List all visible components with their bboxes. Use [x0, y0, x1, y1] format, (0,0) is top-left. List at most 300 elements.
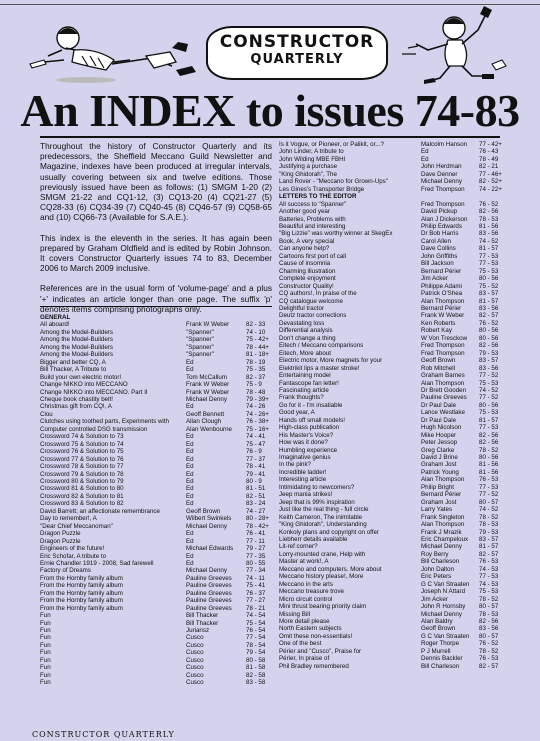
index-entry	[40, 456, 272, 463]
entry-author: Geoff Brown	[421, 357, 456, 365]
entry-title: High-class publication	[279, 424, 340, 432]
entry-reference: 83 - 57	[479, 357, 499, 365]
entry-title: Fun	[40, 649, 51, 657]
entry-author: Cusco	[186, 641, 204, 649]
index-column-general	[40, 314, 272, 687]
entry-author: Frank W Weber	[186, 388, 230, 396]
index-entry	[279, 573, 507, 580]
entry-author: Pauline Greeves	[186, 574, 232, 582]
entry-title: More detail please	[279, 618, 330, 625]
index-entry	[279, 171, 507, 178]
index-entry	[279, 469, 507, 476]
index-entry	[279, 663, 507, 670]
entry-author: Cusco	[186, 634, 204, 642]
entry-reference: 78 - 52	[479, 647, 499, 655]
entry-title: Hands off small models!	[279, 416, 345, 424]
entry-title: From the Hornby family album	[40, 582, 123, 590]
entry-title: Fun	[40, 619, 51, 627]
entry-author: John Griffiths	[421, 252, 458, 260]
entry-author: Frank W Weber	[186, 321, 230, 329]
entry-reference: 75 - 54	[246, 619, 266, 627]
index-entry	[40, 657, 272, 664]
entry-title: Dragon Puzzle	[40, 530, 81, 538]
index-entry	[40, 471, 272, 478]
entry-author: David J Brine	[421, 454, 458, 462]
entry-author: Allan Clough	[186, 418, 222, 426]
entry-reference: 77 - 53	[479, 260, 499, 268]
entry-author: Michael Denny	[421, 178, 462, 186]
entry-title: Eitech, More about	[279, 349, 331, 357]
index-entry	[40, 679, 272, 686]
index-entry	[40, 441, 272, 448]
entry-reference: 80 - 9	[246, 477, 262, 485]
index-entry	[40, 575, 272, 582]
entry-title: Crossword 80 & Solution to 79	[40, 477, 124, 485]
entry-reference: 82 - 57	[479, 312, 499, 320]
entry-author: Ed	[186, 448, 194, 456]
entry-title: Périer, In praise of	[279, 655, 330, 663]
entry-reference: 80 - 28+	[246, 515, 269, 523]
entry-author: Larry Yates	[421, 506, 453, 514]
entry-title: Omit these non-essentials!	[279, 632, 353, 640]
entry-title: Fun	[40, 627, 51, 635]
intro-paragraph: References are in the usual form of 'volume-page' and a plus '+' indicates an article longer than one page. The suffix 'p' denotes items comprising photographs only.	[40, 283, 272, 314]
entry-title: Fun	[40, 612, 51, 620]
entry-reference: 81 - 51	[246, 485, 266, 493]
entry-title: John Linder, A tribute to	[279, 148, 344, 156]
entry-author: Geoff Brown	[186, 507, 221, 515]
entry-author: Bernard Périer	[421, 491, 462, 499]
index-entry	[279, 298, 507, 305]
index-entry	[40, 389, 272, 396]
entry-reference: 78 - 52	[479, 446, 499, 454]
entry-title: Beautiful and interesting	[279, 222, 346, 230]
entry-reference: 81 - 56	[479, 222, 499, 230]
entry-author: Fred Thompson	[421, 185, 465, 193]
entry-reference: 79 - 53	[479, 528, 499, 536]
logo-line-1: CONSTRUCTOR	[219, 32, 375, 52]
index-entry	[40, 627, 272, 634]
entry-reference: 78 - 53	[479, 521, 499, 529]
entry-author: Michael Denny	[186, 522, 227, 530]
index-entry	[279, 245, 507, 252]
entry-reference: 78 - 54	[246, 641, 266, 649]
index-entry	[279, 566, 507, 573]
entry-title: Deutz tractor corrections	[279, 312, 347, 320]
entry-author: Ed	[186, 537, 194, 545]
entry-reference: 80 - 56	[479, 334, 499, 342]
entry-author: John R Hornsby	[421, 603, 466, 611]
entry-title: From the Hornby family album	[40, 574, 123, 582]
entry-author: Philippe Adami	[421, 282, 462, 290]
entry-title: Bigger and better CQ, A	[40, 358, 106, 366]
entry-title: Don't change a thing	[279, 334, 336, 342]
entry-title: Computer controlled DSG transmission	[40, 425, 148, 433]
section-heading-general: GENERAL	[40, 314, 71, 321]
index-entry	[279, 514, 507, 521]
index-entry	[40, 493, 272, 500]
entry-author: Fred Thompson	[421, 342, 465, 350]
entry-reference: 74 - 27	[246, 507, 266, 515]
entry-reference: 76 - 52	[479, 319, 499, 327]
entry-reference: 81 - 56	[479, 461, 499, 469]
entry-title: Crossword 81 & Solution to 80	[40, 485, 124, 493]
index-entry	[279, 268, 507, 275]
entry-reference: 75 - 53	[479, 409, 499, 417]
index-entry	[279, 491, 507, 498]
entry-reference: 75 - 53	[479, 379, 499, 387]
index-entry	[40, 649, 272, 656]
entry-title: Liebherr details available	[279, 536, 348, 544]
entry-author: Frank W Weber	[186, 381, 230, 389]
intro-rule	[40, 306, 272, 307]
index-entry	[40, 433, 272, 440]
entry-author: Ed	[186, 463, 194, 471]
index-entry	[279, 335, 507, 342]
entry-author: Ed	[186, 485, 194, 493]
entry-author: Ed	[186, 358, 194, 366]
index-entry	[279, 327, 507, 334]
index-entry	[279, 596, 507, 603]
index-entry	[40, 485, 272, 492]
entry-author: Cusco	[186, 656, 204, 664]
entry-reference: 81 - 18+	[246, 351, 269, 359]
entry-author: Dennis Backler	[421, 655, 463, 663]
entry-author: Carol Allen	[421, 237, 451, 245]
entry-reference: 75 - 16+	[246, 425, 269, 433]
index-entry	[279, 529, 507, 536]
entry-reference: 77 - 52	[479, 394, 499, 402]
entry-author: W Von Tresckow	[421, 334, 468, 342]
index-entry	[40, 590, 272, 597]
index-entry	[279, 201, 507, 208]
entry-reference: 80 - 57	[479, 603, 499, 611]
entry-author: Ed	[186, 440, 194, 448]
index-entry	[40, 448, 272, 455]
entry-author: Jim Acker	[421, 595, 448, 603]
entry-reference: 79 - 54	[246, 649, 266, 657]
entry-title: Electric motor, More magnets for your	[279, 357, 383, 365]
index-entry	[40, 329, 272, 336]
entry-reference: 78 - 48	[246, 388, 266, 396]
entry-author: "Spanner"	[186, 343, 214, 351]
entry-author: Alan Baldry	[421, 618, 453, 625]
entry-title: Another good year	[279, 208, 330, 216]
entry-reference: 74 - 53	[479, 580, 499, 588]
entry-title: Bill Thacker, A Tribute to	[40, 366, 107, 374]
entry-author: G C Van Straaten	[421, 632, 470, 640]
entry-author: Eric Champeloux	[421, 536, 469, 544]
entry-author: Peter Jessop	[421, 439, 458, 447]
entry-title: "Big Lizzie" was worthy winner at SkegEx	[279, 230, 393, 238]
entry-title: Devastating loss	[279, 319, 325, 327]
entry-author: Ed	[186, 552, 194, 560]
entry-title: Dragon Puzzle	[40, 537, 81, 545]
entry-author: Geoff Bennett	[186, 410, 225, 418]
entry-title: Jeep mania strikes!	[279, 491, 333, 499]
index-entry	[279, 461, 507, 468]
entry-author: David Pickup	[421, 208, 458, 216]
entry-title: Among the Model-Builders	[40, 343, 113, 351]
entry-title: Intimidating to newcomers?	[279, 483, 355, 491]
entry-reference: 76 - 9	[246, 448, 262, 456]
entry-author: Malcolm Hanson	[421, 141, 468, 148]
entry-reference: 81 - 57	[479, 543, 499, 551]
entry-title: Eitech / Meccano comparisons	[279, 342, 364, 350]
index-entry	[279, 640, 507, 647]
entry-title: Land Rover - "Meccano for Grown-Ups"	[279, 178, 388, 186]
entry-title: Is it Vogue, or Pioneer, or Palikit, or...?	[279, 141, 384, 148]
entry-title: Cheque book chastity belt!	[40, 395, 113, 403]
entry-reference: 76 - 43	[479, 148, 499, 156]
index-entry	[279, 275, 507, 282]
index-entry	[279, 506, 507, 513]
entry-title: Fun	[40, 656, 51, 664]
entry-author: Pauline Greeves	[186, 597, 232, 605]
entry-title: Fun	[40, 679, 51, 687]
entry-title: "King Ghidorah", The	[279, 170, 337, 178]
entry-author: Cusco	[186, 679, 204, 687]
entry-reference: 77 - 11	[246, 537, 265, 545]
entry-title: Eric Schofar, A tribute to	[40, 552, 107, 560]
entry-title: Among the Model-Builders	[40, 328, 113, 336]
entry-title: Missing Bill	[279, 610, 310, 618]
index-entry	[40, 530, 272, 537]
entry-title: Incredible ladder!	[279, 468, 327, 476]
entry-title: Micro circuit control	[279, 595, 333, 603]
entry-author: Ed	[186, 455, 194, 463]
entry-author: Ken Roberts	[421, 319, 456, 327]
entry-title: Crossword 82 & Solution to 81	[40, 492, 124, 500]
entry-reference: 78 - 41	[246, 463, 266, 471]
entry-title: Crossword 75 & Solution to 74	[40, 440, 124, 448]
index-entry	[40, 560, 272, 567]
entry-reference: 76 - 53	[479, 655, 499, 663]
index-entry	[40, 515, 272, 522]
entry-reference: 76 - 52	[479, 640, 499, 648]
boy-running-illustration	[388, 4, 514, 86]
entry-title: All aboard!	[40, 321, 70, 329]
entry-reference: 76 - 54	[246, 627, 266, 635]
entry-reference: 83 - 56	[479, 304, 499, 312]
entry-title: Meccano in the arts	[279, 580, 333, 588]
index-entry	[40, 508, 272, 515]
entry-title: Crossword 76 & Solution to 75	[40, 448, 124, 456]
entry-author: Bill Charleson	[421, 558, 460, 566]
entry-reference: 83 - 58	[246, 679, 266, 687]
entry-author: Frank W Weber	[421, 312, 465, 320]
entry-author: Mike Hooper	[421, 431, 457, 439]
entry-reference: 75 - 41	[246, 582, 266, 590]
entry-author: Patrick Young	[421, 468, 459, 476]
index-entry	[279, 588, 507, 595]
entry-reference: 78 - 53	[479, 215, 499, 223]
entry-reference: 75 - 42+	[246, 336, 269, 344]
entry-author: Greg Clarke	[421, 446, 455, 454]
entry-title: David Barrett; an affectionate remembrance	[40, 507, 160, 515]
entry-reference: 76 - 37	[246, 589, 266, 597]
entry-title: Ernie Chandler 1919 - 2008, Sad farewell	[40, 559, 154, 567]
entry-author: Dr Paul Dale	[421, 416, 457, 424]
entry-title: Day to remember!, A	[40, 515, 97, 523]
entry-title: Crossword 77 & Solution to 76	[40, 455, 124, 463]
index-entry	[40, 411, 272, 418]
index-entry	[279, 208, 507, 215]
index-entry	[40, 553, 272, 560]
entry-title: Book, A very special	[279, 237, 335, 245]
index-entry	[40, 351, 272, 358]
index-entry	[279, 350, 507, 357]
entry-title: Build your own electric motor!	[40, 373, 122, 381]
entry-author: John Herdman	[421, 163, 462, 171]
entry-author: Cusco	[186, 649, 204, 657]
index-entry	[40, 582, 272, 589]
entry-title: Constructor Quality!	[279, 282, 334, 290]
entry-title: Périer and "Cusco", Praise for	[279, 647, 362, 655]
entry-reference: 78 - 21	[246, 604, 266, 612]
entry-reference: 76 - 53	[479, 558, 499, 566]
entry-author: Graham Jost	[421, 461, 457, 469]
entry-reference: 83 - 24	[246, 500, 266, 508]
entry-title: Elektrikit lips a master stroke!	[279, 364, 360, 372]
entry-title: Frank thoughts?	[279, 394, 324, 402]
entry-title: Meccano and computers. More about	[279, 565, 382, 573]
index-entry	[279, 424, 507, 431]
entry-reference: 82 - 57	[479, 662, 499, 670]
entry-reference: 82 - 56	[479, 618, 499, 625]
index-entry	[279, 625, 507, 632]
index-entry	[279, 447, 507, 454]
entry-author: Ed	[421, 148, 429, 156]
index-entry	[279, 484, 507, 491]
index-entry	[279, 342, 507, 349]
entry-author: Alan Thompson	[421, 379, 465, 387]
entry-author: Alan Thompson	[421, 297, 465, 305]
entry-author: Dr Paul Dale	[421, 401, 457, 409]
entry-author: Juriansz	[186, 627, 210, 635]
entry-reference: 76 - 41	[246, 530, 266, 538]
index-entry	[40, 567, 272, 574]
entry-title: From the Hornby family album	[40, 597, 123, 605]
entry-title: Factory of Dreams	[40, 567, 91, 575]
entry-author: Ed	[186, 500, 194, 508]
entry-title: Delightful tractor	[279, 304, 325, 312]
index-entry	[279, 581, 507, 588]
index-entry	[40, 664, 272, 671]
entry-author: Ed	[186, 477, 194, 485]
entry-reference: 82 - 56	[479, 342, 499, 350]
entry-title: Lorry-mounted crane, Help with	[279, 550, 366, 558]
entry-author: Patrick O'Shea	[421, 290, 463, 298]
entry-title: Fascinating article	[279, 386, 329, 394]
entry-reference: 82 - 56	[479, 208, 499, 216]
index-entry	[279, 156, 507, 163]
entry-reference: 74 - 11	[246, 574, 265, 582]
entry-title: Humbling experience	[279, 446, 338, 454]
index-entry	[40, 336, 272, 343]
entry-author: Bill Thacker	[186, 619, 219, 627]
entry-reference: 77 - 53	[479, 424, 499, 432]
entry-author: Philip Edwards	[421, 222, 462, 230]
index-entry	[279, 648, 507, 655]
index-entry	[279, 178, 507, 185]
entry-reference: 77 - 42+	[479, 141, 502, 148]
index-entry	[279, 394, 507, 401]
entry-title: Meccano treasure trove	[279, 588, 344, 596]
entry-reference: 82 - 58	[246, 671, 266, 679]
entry-title: Fantascope fan letter!	[279, 379, 339, 387]
index-entry	[40, 396, 272, 403]
intro-paragraph: This index is the eleventh in the series. It has again been prepared by Graham Oldfield and is edited by Robin Johnson. It covers Constructor Quarterly issues 74 to 83, December 2006 to March 2009 inclusive.	[40, 232, 272, 274]
entry-reference: 78 - 19	[246, 358, 266, 366]
entry-reference: 82 - 52+	[479, 178, 502, 186]
entry-reference: 76 - 53	[479, 476, 499, 484]
entry-author: Alan Thompson	[421, 476, 465, 484]
entry-author: Ed	[186, 470, 194, 478]
entry-author: Ed	[186, 403, 194, 411]
index-entry	[40, 321, 272, 328]
entry-author: Ed	[186, 433, 194, 441]
entry-title: Phil Bradley remembered	[279, 662, 349, 670]
entry-title: Change NIKKO into MECCANO	[40, 381, 128, 389]
entry-reference: 77 - 53	[479, 483, 499, 491]
entry-title: Batteries, Problems with	[279, 215, 346, 223]
entry-author: Alan Thompson	[421, 521, 465, 529]
entry-title: Complete enjoyment	[279, 275, 336, 283]
entry-reference: 77 - 52	[479, 491, 499, 499]
entry-author: Dr Bob Harris	[421, 230, 459, 238]
entry-title: Master at work!, A	[279, 558, 329, 566]
index-entry	[279, 521, 507, 528]
entry-title: From the Hornby family album	[40, 604, 123, 612]
index-entry	[279, 454, 507, 461]
index-entry	[279, 611, 507, 618]
entry-reference: 79 - 39+	[246, 395, 269, 403]
entry-title: Cartoons first port of call	[279, 252, 347, 260]
entry-reference: 82 - 33	[246, 321, 266, 329]
logo-badge	[206, 26, 388, 80]
entry-title: From the Hornby family album	[40, 589, 123, 597]
index-entry	[279, 551, 507, 558]
index-entry	[40, 620, 272, 627]
entry-title: John Wilding MBE FBHI	[279, 155, 346, 163]
entry-reference: 75 - 47	[246, 440, 266, 448]
index-entry	[279, 253, 507, 260]
entry-reference: 77 - 34	[246, 567, 266, 575]
index-entry	[40, 463, 272, 470]
entry-author: Michael Edwards	[186, 545, 234, 553]
entry-author: "Spanner"	[186, 351, 214, 359]
entry-reference: 78 - 44+	[246, 343, 269, 351]
index-entry	[279, 476, 507, 483]
entry-author: "Spanner"	[186, 328, 214, 336]
entry-author: Pauline Greeves	[186, 589, 232, 597]
entry-reference: 78 - 52	[479, 513, 499, 521]
entry-author: Dr Brett Gooden	[421, 386, 467, 394]
entry-reference: 82 - 56	[479, 431, 499, 439]
entry-reference: 78 - 52	[479, 595, 499, 603]
entry-title: Crossword 79 & Solution to 78	[40, 470, 124, 478]
entry-author: Roger Thorpe	[421, 640, 460, 648]
entry-title: Go for it - I'm insatiable	[279, 401, 343, 409]
index-entry	[40, 418, 272, 425]
entry-author: Fred Thompson	[421, 349, 465, 357]
index-entry	[279, 163, 507, 170]
entry-title: Can anyone help?	[279, 245, 330, 253]
entry-title: "Dear Chief Meccanoman"	[40, 522, 113, 530]
index-entry	[279, 223, 507, 230]
entry-reference: 80 - 56	[479, 401, 499, 409]
